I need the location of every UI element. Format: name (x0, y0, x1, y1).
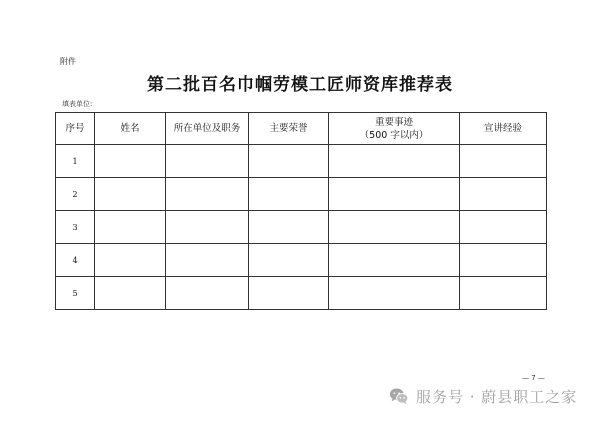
cell-unit-position[interactable] (166, 145, 249, 178)
table-row (56, 178, 547, 211)
row-index: 1 (56, 145, 95, 178)
header-deeds-limit: （500 字以内） (359, 129, 429, 141)
row-index: 2 (56, 178, 95, 211)
table-row (56, 145, 547, 178)
table-row (56, 277, 547, 310)
row-index: 3 (56, 211, 95, 244)
cell-deeds[interactable] (329, 244, 460, 277)
cell-honors[interactable] (249, 178, 329, 211)
cell-honors[interactable] (249, 145, 329, 178)
attachment-label: 附件 (60, 57, 76, 66)
cell-unit-position[interactable] (166, 277, 249, 310)
cell-deeds[interactable] (329, 277, 460, 310)
cell-name[interactable] (95, 178, 166, 211)
header-experience: 宣讲经验 (460, 113, 547, 145)
table-header-row (56, 113, 547, 145)
unit-label: 填表单位: (62, 100, 93, 108)
wechat-icon (388, 385, 410, 407)
cell-unit-position[interactable] (166, 178, 249, 211)
header-honors: 主要荣誉 (249, 113, 329, 145)
header-deeds-title: 重要事迹 (374, 116, 413, 128)
cell-name[interactable] (95, 145, 166, 178)
cell-name[interactable] (95, 277, 166, 310)
row-index: 4 (56, 244, 95, 277)
cell-name[interactable] (95, 244, 166, 277)
cell-experience[interactable] (460, 145, 547, 178)
cell-unit-position[interactable] (166, 211, 249, 244)
table-row (56, 211, 547, 244)
table-row (56, 244, 547, 277)
cell-honors[interactable] (249, 277, 329, 310)
cell-experience[interactable] (460, 277, 547, 310)
page-number: — 7 — (522, 374, 545, 382)
header-unit-position: 所在单位及职务 (166, 113, 249, 145)
cell-honors[interactable] (249, 211, 329, 244)
page-title: 第二批百名巾帼劳模工匠师资库推荐表 (147, 75, 453, 95)
cell-deeds[interactable] (329, 178, 460, 211)
cell-experience[interactable] (460, 244, 547, 277)
cell-deeds[interactable] (329, 211, 460, 244)
cell-honors[interactable] (249, 244, 329, 277)
header-deeds (329, 113, 460, 145)
watermark (388, 385, 577, 407)
watermark-text: 服务号 · 蔚县职工之家 (416, 387, 578, 406)
cell-experience[interactable] (460, 211, 547, 244)
cell-unit-position[interactable] (166, 244, 249, 277)
cell-name[interactable] (95, 211, 166, 244)
row-index: 5 (56, 277, 95, 310)
cell-deeds[interactable] (329, 145, 460, 178)
recommendation-table (55, 112, 547, 310)
header-index: 序号 (56, 113, 95, 145)
cell-experience[interactable] (460, 178, 547, 211)
header-name: 姓名 (95, 113, 166, 145)
